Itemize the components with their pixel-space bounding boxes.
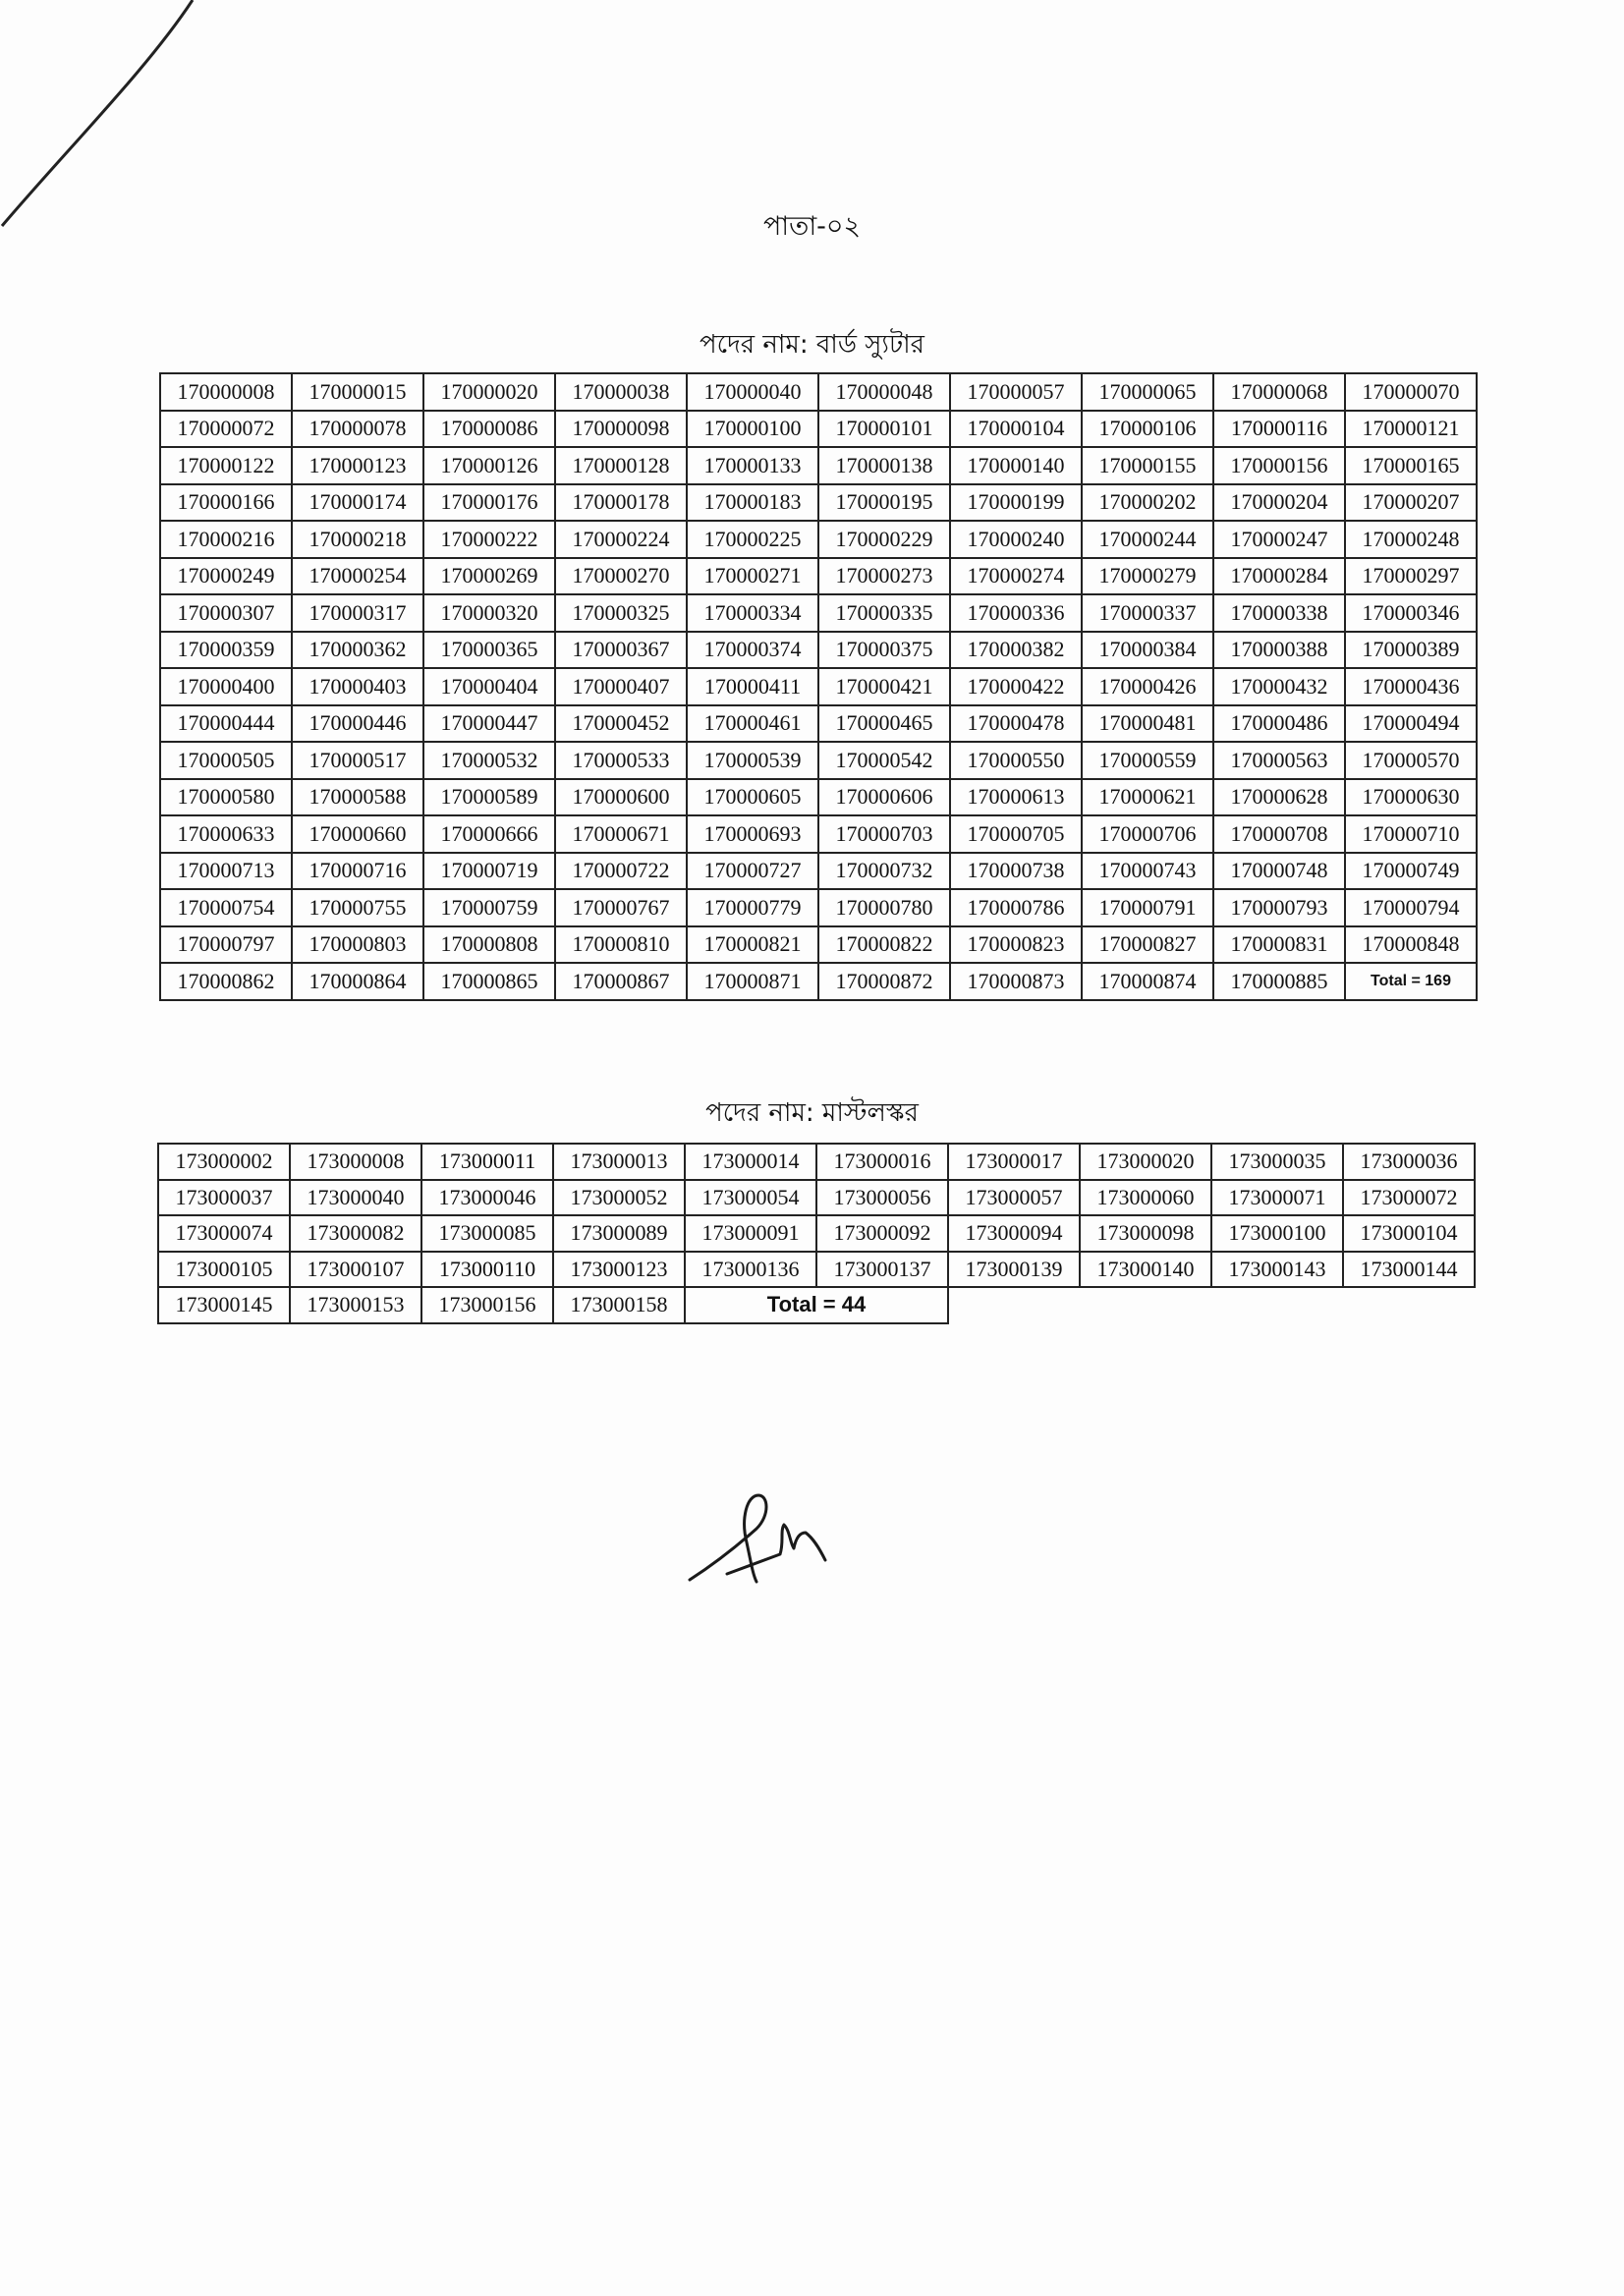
id-cell: 173000144 [1343,1252,1475,1288]
id-cell: 173000052 [553,1180,685,1216]
id-cell: 173000020 [1080,1144,1211,1180]
id-cell: 170000068 [1213,373,1345,411]
table-row [160,779,1477,816]
id-cell: 170000020 [423,373,555,411]
id-cell: 173000092 [816,1215,948,1252]
id-cell: 170000216 [160,521,292,558]
id-cell: 170000133 [687,447,818,484]
id-cell: 173000054 [685,1180,816,1216]
id-cell: 170000008 [160,373,292,411]
id-cell: 170000630 [1345,779,1477,816]
id-cell: 173000013 [553,1144,685,1180]
id-cell: 170000494 [1345,705,1477,743]
id-cell: 170000384 [1082,632,1213,669]
id-cell: 170000335 [818,594,950,632]
table-row [158,1144,1475,1180]
id-cell: 173000008 [290,1144,421,1180]
id-cell: 173000139 [948,1252,1080,1288]
table-row [160,742,1477,779]
id-cell: 170000865 [423,963,555,1000]
id-cell: 170000100 [687,411,818,448]
id-cell: 173000060 [1080,1180,1211,1216]
id-cell: 170000550 [950,742,1082,779]
id-cell: 170000797 [160,926,292,964]
id-cell: 170000827 [1082,926,1213,964]
id-cell: 173000037 [158,1180,290,1216]
id-cell: 170000367 [555,632,687,669]
table-row [160,484,1477,522]
id-cell: 173000158 [553,1287,685,1323]
table-row [160,632,1477,669]
id-cell: 170000447 [423,705,555,743]
id-cell: 170000436 [1345,668,1477,705]
id-cell: 170000570 [1345,742,1477,779]
id-cell: 170000128 [555,447,687,484]
table-row [158,1180,1475,1216]
id-cell: 170000098 [555,411,687,448]
id-cell: 173000094 [948,1215,1080,1252]
id-cell: 173000110 [421,1252,553,1288]
id-cell: 170000279 [1082,558,1213,595]
id-cell: 170000106 [1082,411,1213,448]
id-cell: 170000204 [1213,484,1345,522]
id-cell: 170000374 [687,632,818,669]
id-cell: 170000038 [555,373,687,411]
corner-scan-line [0,0,216,236]
id-cell: 173000082 [290,1215,421,1252]
table-row [160,521,1477,558]
id-cell: 170000710 [1345,815,1477,853]
id-cell: 173000140 [1080,1252,1211,1288]
total-cell: Total = 44 [685,1287,948,1323]
id-cell: 173000036 [1343,1144,1475,1180]
id-cell: 170000505 [160,742,292,779]
id-cell: 173000035 [1211,1144,1343,1180]
id-cell: 170000269 [423,558,555,595]
id-cell: 170000660 [292,815,423,853]
table-row [160,705,1477,743]
id-cell: 170000270 [555,558,687,595]
id-cell: 170000461 [687,705,818,743]
id-cell: 170000065 [1082,373,1213,411]
id-cell: 170000871 [687,963,818,1000]
id-cell: 170000229 [818,521,950,558]
id-cell: 173000040 [290,1180,421,1216]
table-row [160,558,1477,595]
id-cell: 170000057 [950,373,1082,411]
id-cell: 170000320 [423,594,555,632]
id-cell: 173000085 [421,1215,553,1252]
id-cell: 170000444 [160,705,292,743]
id-cell: 170000400 [160,668,292,705]
id-cell: 170000116 [1213,411,1345,448]
table-row [160,447,1477,484]
id-cell: 170000749 [1345,853,1477,890]
section-title-bird-shooter: পদের নাম: বার্ড স্যুটার [700,330,924,360]
id-cell: 170000166 [160,484,292,522]
id-cell: 170000207 [1345,484,1477,522]
id-cell: 173000137 [816,1252,948,1288]
id-cell: 170000338 [1213,594,1345,632]
id-cell: 170000532 [423,742,555,779]
id-cell: 170000403 [292,668,423,705]
id-cell: 170000240 [950,521,1082,558]
id-cell: 173000153 [290,1287,421,1323]
id-cell: 173000046 [421,1180,553,1216]
id-cell: 170000848 [1345,926,1477,964]
table-row [160,411,1477,448]
table-row [160,926,1477,964]
id-cell: 170000337 [1082,594,1213,632]
id-cell: 170000613 [950,779,1082,816]
id-cell: 170000336 [950,594,1082,632]
page-label: পাতা-০২ [762,211,862,242]
id-cell: 170000786 [950,889,1082,926]
id-cell: 170000533 [555,742,687,779]
id-cell: 173000074 [158,1215,290,1252]
id-cell: 170000140 [950,447,1082,484]
id-cell: 170000885 [1213,963,1345,1000]
id-cell: 170000244 [1082,521,1213,558]
id-cell: 170000780 [818,889,950,926]
id-cell: 170000606 [818,779,950,816]
id-cell: 170000693 [687,815,818,853]
id-cell: 170000874 [1082,963,1213,1000]
table-row [158,1287,1475,1323]
id-cell: 170000727 [687,853,818,890]
id-cell: 170000307 [160,594,292,632]
id-cell: 170000822 [818,926,950,964]
id-cell: 170000422 [950,668,1082,705]
id-cell: 170000359 [160,632,292,669]
id-cell: 170000126 [423,447,555,484]
id-cell: 173000123 [553,1252,685,1288]
id-cell: 170000605 [687,779,818,816]
id-cell: 170000478 [950,705,1082,743]
id-cell: 170000249 [160,558,292,595]
id-cell: 170000138 [818,447,950,484]
id-cell: 170000248 [1345,521,1477,558]
id-cell: 170000195 [818,484,950,522]
id-cell: 170000803 [292,926,423,964]
id-cell: 170000743 [1082,853,1213,890]
id-cell: 170000273 [818,558,950,595]
id-cell: 170000759 [423,889,555,926]
id-cell: 170000791 [1082,889,1213,926]
id-cell: 170000070 [1345,373,1477,411]
id-cell: 170000407 [555,668,687,705]
id-cell: 170000821 [687,926,818,964]
id-cell: 170000588 [292,779,423,816]
id-cell: 170000481 [1082,705,1213,743]
id-cell: 173000017 [948,1144,1080,1180]
empty-cell [948,1287,1475,1323]
id-cell: 170000666 [423,815,555,853]
id-cell: 170000123 [292,447,423,484]
id-cell: 173000098 [1080,1215,1211,1252]
id-cell: 170000831 [1213,926,1345,964]
id-cell: 170000199 [950,484,1082,522]
id-cell: 170000767 [555,889,687,926]
id-cell: 170000794 [1345,889,1477,926]
id-cell: 170000465 [818,705,950,743]
id-cell: 170000706 [1082,815,1213,853]
id-cell: 170000072 [160,411,292,448]
table-row [158,1252,1475,1288]
signature [678,1484,845,1592]
id-cell: 170000748 [1213,853,1345,890]
id-cell: 170000325 [555,594,687,632]
id-cell: 170000274 [950,558,1082,595]
id-cell: 173000156 [421,1287,553,1323]
id-cell: 170000165 [1345,447,1477,484]
id-cell: 170000176 [423,484,555,522]
id-cell: 170000580 [160,779,292,816]
id-cell: 170000754 [160,889,292,926]
id-cell: 173000072 [1343,1180,1475,1216]
id-cell: 170000823 [950,926,1082,964]
id-cell: 170000362 [292,632,423,669]
table-row [160,889,1477,926]
id-cell: 170000317 [292,594,423,632]
table-row [160,853,1477,890]
id-cell: 170000738 [950,853,1082,890]
id-cell: 170000156 [1213,447,1345,484]
id-cell: 170000254 [292,558,423,595]
id-cell: 170000716 [292,853,423,890]
id-cell: 170000867 [555,963,687,1000]
id-cell: 170000222 [423,521,555,558]
id-cell: 173000002 [158,1144,290,1180]
id-cell: 170000122 [160,447,292,484]
id-cell: 170000375 [818,632,950,669]
id-cell: 170000779 [687,889,818,926]
id-cell: 173000105 [158,1252,290,1288]
id-cell: 173000011 [421,1144,553,1180]
id-cell: 170000183 [687,484,818,522]
id-cell: 170000382 [950,632,1082,669]
table-row [160,594,1477,632]
id-cell: 173000071 [1211,1180,1343,1216]
id-cell: 170000719 [423,853,555,890]
id-cell: 173000107 [290,1252,421,1288]
id-cell: 170000225 [687,521,818,558]
id-cell: 170000671 [555,815,687,853]
id-cell: 170000600 [555,779,687,816]
id-cell: 170000086 [423,411,555,448]
id-cell: 170000446 [292,705,423,743]
id-cell: 170000411 [687,668,818,705]
section-title-mastlaskar: পদের নাম: মাস্টলস্কর [705,1098,919,1128]
id-cell: 170000563 [1213,742,1345,779]
id-cell: 170000178 [555,484,687,522]
id-cell: 170000722 [555,853,687,890]
id-cell: 170000864 [292,963,423,1000]
id-cell: 170000078 [292,411,423,448]
id-cell: 170000705 [950,815,1082,853]
id-cell: 170000015 [292,373,423,411]
id-cell: 170000810 [555,926,687,964]
id-cell: 173000057 [948,1180,1080,1216]
id-cell: 170000218 [292,521,423,558]
id-cell: 170000202 [1082,484,1213,522]
id-cell: 170000155 [1082,447,1213,484]
id-cell: 170000389 [1345,632,1477,669]
id-cell: 170000452 [555,705,687,743]
id-cell: 173000104 [1343,1215,1475,1252]
id-cell: 170000297 [1345,558,1477,595]
id-cell: 170000404 [423,668,555,705]
id-cell: 170000589 [423,779,555,816]
id-cell: 170000271 [687,558,818,595]
id-cell: 170000174 [292,484,423,522]
id-cell: 173000091 [685,1215,816,1252]
id-cell: 170000388 [1213,632,1345,669]
table-row [158,1215,1475,1252]
id-cell: 173000145 [158,1287,290,1323]
id-cell: 170000247 [1213,521,1345,558]
id-cell: 170000365 [423,632,555,669]
id-cell: 170000873 [950,963,1082,1000]
id-cell: 173000014 [685,1144,816,1180]
id-cell: 170000421 [818,668,950,705]
id-cell: 170000284 [1213,558,1345,595]
total-cell: Total = 169 [1345,963,1477,1000]
id-cell: 170000732 [818,853,950,890]
id-cell: 170000755 [292,889,423,926]
id-cell: 170000101 [818,411,950,448]
id-cell: 170000559 [1082,742,1213,779]
id-cell: 170000432 [1213,668,1345,705]
id-cell: 170000703 [818,815,950,853]
id-cell: 170000539 [687,742,818,779]
table-row [160,373,1477,411]
id-cell: 170000121 [1345,411,1477,448]
id-cell: 170000486 [1213,705,1345,743]
id-cell: 170000224 [555,521,687,558]
id-cell: 173000143 [1211,1252,1343,1288]
id-cell: 173000100 [1211,1215,1343,1252]
id-cell: 173000089 [553,1215,685,1252]
id-cell: 170000713 [160,853,292,890]
id-cell: 170000048 [818,373,950,411]
id-cell: 173000016 [816,1144,948,1180]
table-row [160,963,1477,1000]
id-cell: 170000808 [423,926,555,964]
id-cell: 170000862 [160,963,292,1000]
id-cell: 170000346 [1345,594,1477,632]
id-cell: 173000136 [685,1252,816,1288]
id-cell: 170000633 [160,815,292,853]
mastlaskar-id-table [157,1143,1476,1324]
id-cell: 170000542 [818,742,950,779]
id-cell: 170000426 [1082,668,1213,705]
table-row [160,668,1477,705]
id-cell: 173000056 [816,1180,948,1216]
id-cell: 170000104 [950,411,1082,448]
id-cell: 170000872 [818,963,950,1000]
id-cell: 170000040 [687,373,818,411]
id-cell: 170000334 [687,594,818,632]
id-cell: 170000793 [1213,889,1345,926]
id-cell: 170000621 [1082,779,1213,816]
id-cell: 170000628 [1213,779,1345,816]
id-cell: 170000517 [292,742,423,779]
id-cell: 170000708 [1213,815,1345,853]
table-row [160,815,1477,853]
bird-shooter-id-table [159,372,1478,1001]
